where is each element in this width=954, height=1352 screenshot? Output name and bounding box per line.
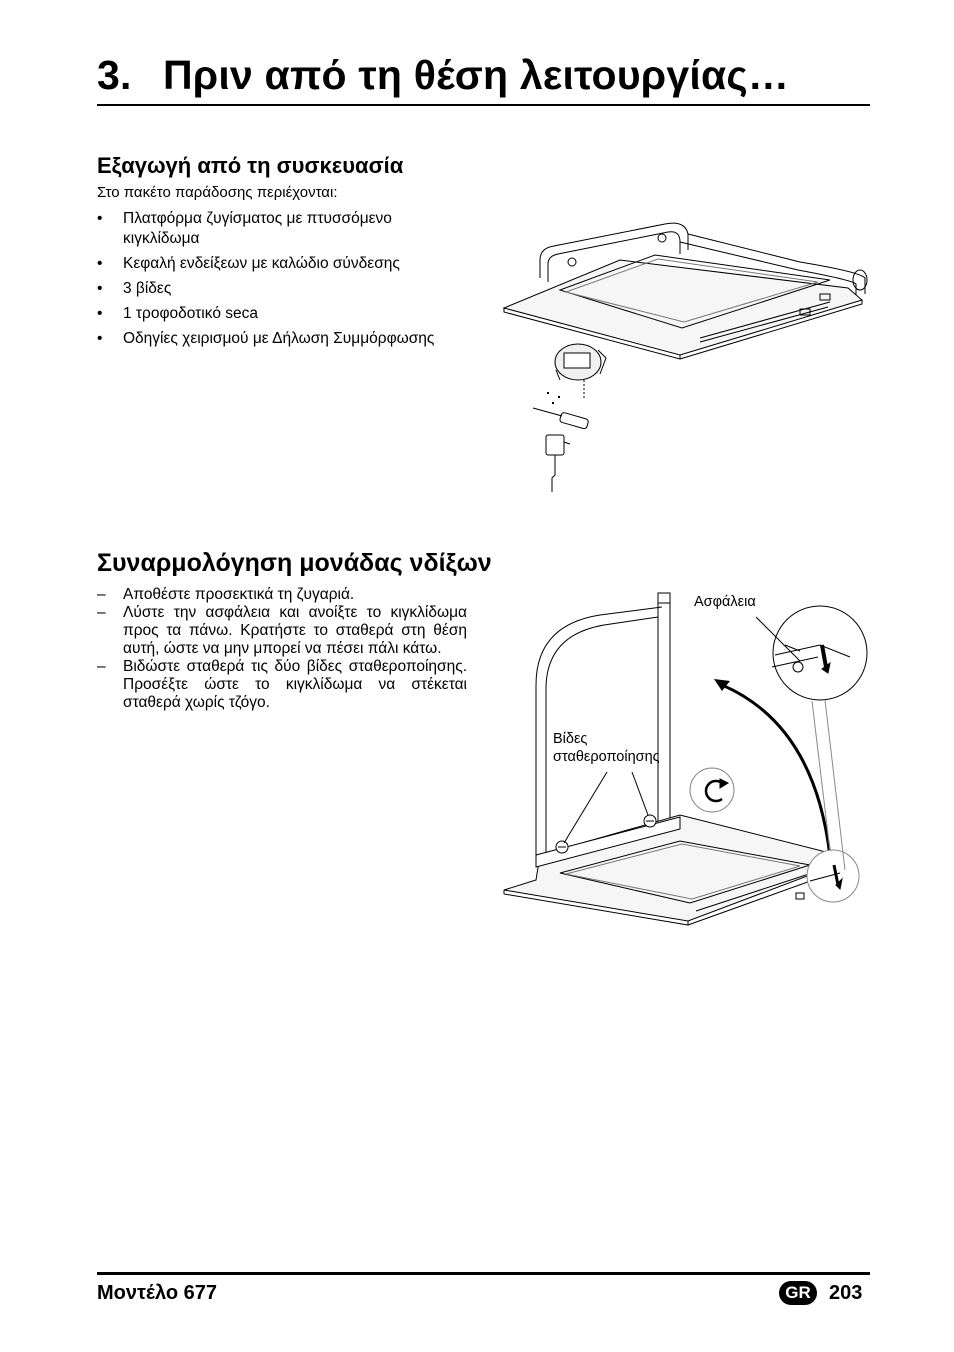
assembly-steps-list [97,586,467,712]
list-item [97,658,467,712]
list-item [97,329,467,349]
footer-model: Μοντέλο 677 [97,1282,217,1304]
assembly-heading: Συναρμολόγηση μονάδας νδίξων [97,549,492,577]
bullet-icon: • [97,330,103,347]
unpacking-heading: Εξαγωγή από τη συσκευασία [97,153,404,178]
list-item-text: 3 βίδες [123,280,172,297]
section-number: 3. [97,52,132,98]
list-item [97,304,467,324]
unpacking-intro: Στο πακέτο παράδοσης περιέχονται: [97,184,338,201]
page-number: 203 [829,1282,863,1304]
lock-detail-icon [772,606,867,700]
dash-icon: – [97,604,106,621]
screwdriver-icon [533,408,589,429]
list-item [97,279,467,299]
list-item [97,209,467,249]
list-item-text: 1 τροφοδοτικό seca [123,305,258,322]
list-item [97,586,467,604]
contents-list [97,209,467,354]
lock-detail-icon [807,850,859,902]
bullet-icon: • [97,210,103,227]
screws-icon [547,393,560,403]
bullet-icon: • [97,305,103,322]
package-contents-illustration [500,210,880,500]
display-head-icon [555,344,606,400]
list-item-text: Λύστε την ασφάλεια και ανοίξτε το κιγκλίδωμα προς τα πάνω. Κρατήστε το σταθερά στη θέση αυτή, ώστε να μην μπορεί να πέσει πάλι κάτω. [123,604,467,657]
dash-icon: – [97,586,106,603]
screws-label [553,730,660,766]
stabilization-screw-icon [556,841,568,853]
bullet-icon: • [97,280,103,297]
bullet-icon: • [97,255,103,272]
screws-label-line1: Βίδες [553,731,588,747]
assembly-illustration [500,585,880,940]
page-title [97,52,789,99]
list-item-text: Πλατφόρμα ζυγίσματος με πτυσσόμενο κιγκλίδωμα [123,210,392,247]
header-rule [97,104,870,106]
list-item-text: Κεφαλή ενδείξεων με καλώδιο σύνδεσης [123,255,400,272]
lock-label: Ασφάλεια [694,594,756,610]
rotate-arrow-icon [690,768,734,812]
list-item-text: Αποθέστε προσεκτικά τη ζυγαριά. [123,586,355,603]
footer-rule [97,1272,870,1275]
screws-label-line2: σταθεροποίησης [553,749,660,765]
power-supply-icon [546,435,570,492]
language-badge: GR [779,1281,817,1305]
list-item [97,604,467,658]
dash-icon: – [97,658,106,675]
page-title-text: Πριν από τη θέση λειτουργίας… [163,52,790,98]
list-item-text: Οδηγίες χειρισμού με Δήλωση Συμμόρφωσης [123,330,435,347]
list-item [97,254,467,274]
stabilization-screw-icon [644,815,656,827]
list-item-text: Βιδώστε σταθερά τις δύο βίδες σταθεροποίησης. Προσέξτε ώστε το κιγκλίδωμα να στέκεται σταθερά χωρίς τζόγο. [123,658,467,711]
